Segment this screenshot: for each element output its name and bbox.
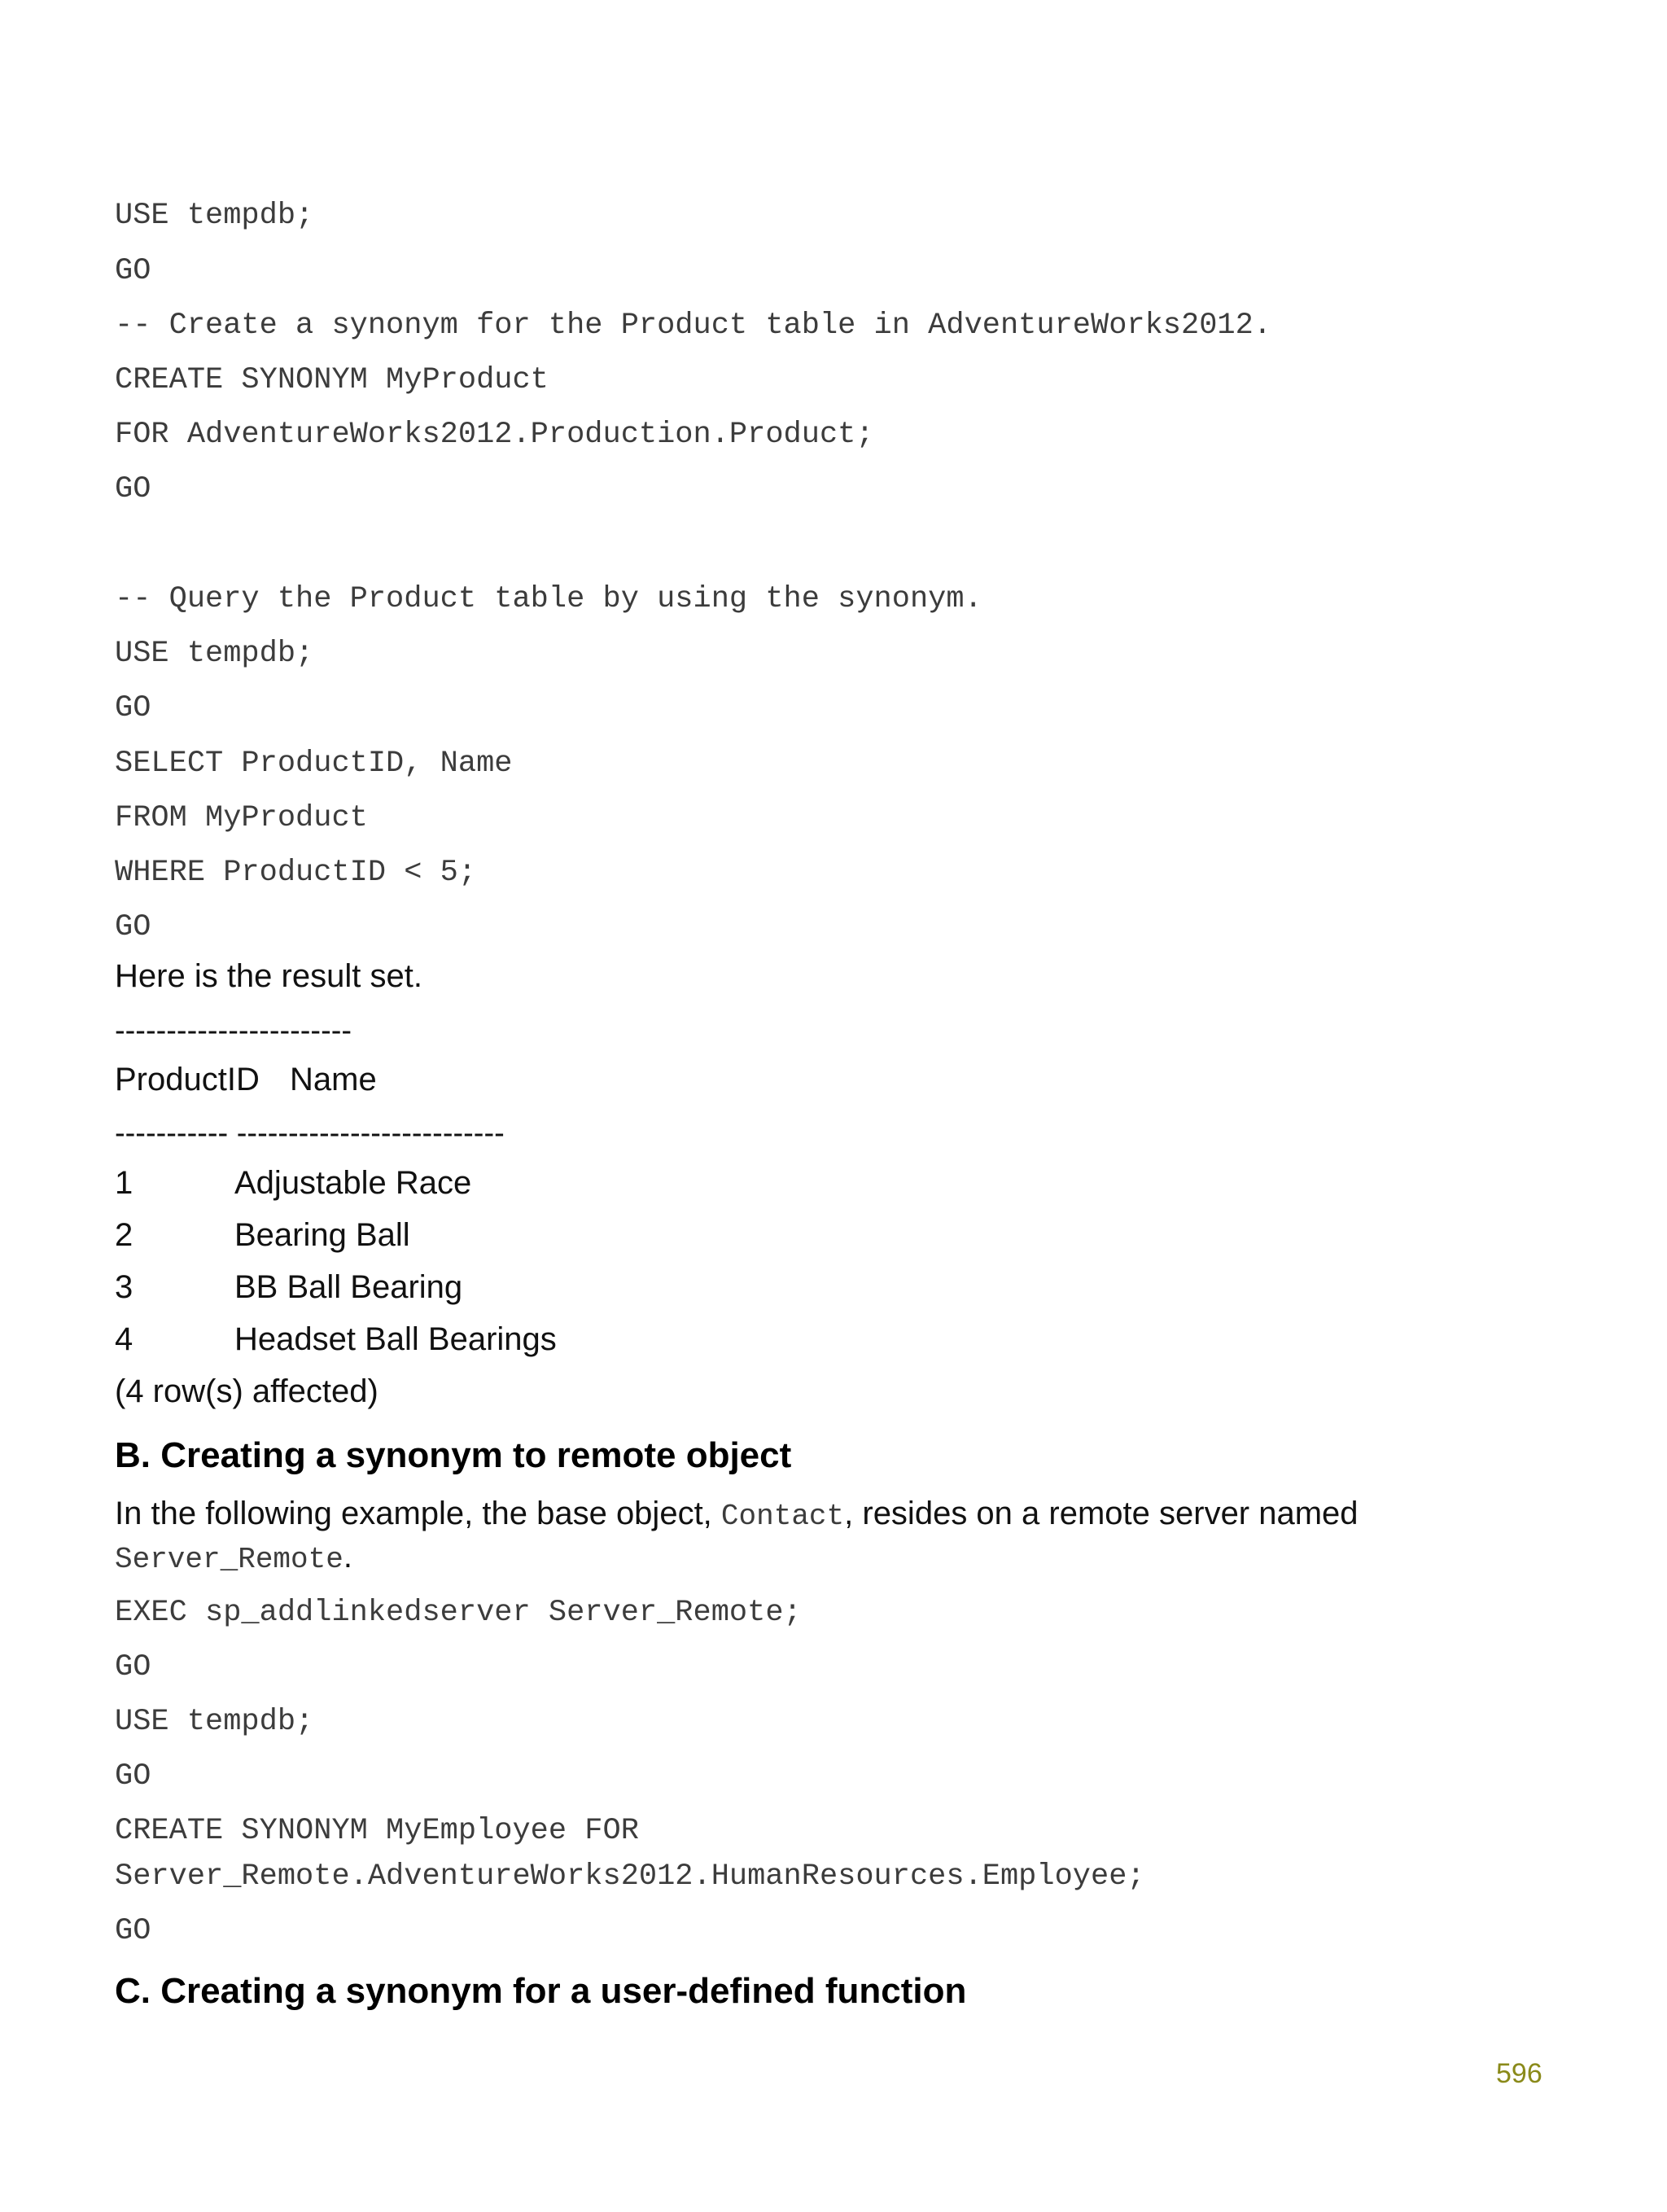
code-line: -- Create a synonym for the Product table in AdventureWorks2012.	[115, 309, 1272, 343]
code-line: CREATE SYNONYM MyEmployee FOR	[115, 1814, 639, 1848]
result-row-id: 2	[115, 1217, 133, 1253]
section-b-heading: B. Creating a synonym to remote object	[115, 1435, 792, 1475]
code-line: FROM MyProduct	[115, 801, 368, 835]
code-line: GO	[115, 910, 151, 944]
code-line: GO	[115, 691, 151, 725]
result-header-id: ProductID	[115, 1062, 260, 1097]
result-row-name: Headset Ball Bearings	[234, 1321, 557, 1357]
paragraph-text: In the following example, the base object,	[115, 1496, 721, 1531]
result-row-name: BB Ball Bearing	[234, 1269, 463, 1305]
result-intro: Here is the result set.	[115, 958, 422, 994]
code-line: GO	[115, 1759, 151, 1794]
page-number: 596	[1496, 2058, 1542, 2089]
result-row-id: 3	[115, 1269, 133, 1305]
result-row-name: Adjustable Race	[234, 1165, 472, 1201]
result-rule-cols: ----------- --------------------------	[115, 1116, 505, 1150]
result-row-name: Bearing Ball	[234, 1217, 410, 1253]
code-line: -- Query the Product table by using the synonym.	[115, 582, 982, 616]
result-row-id: 4	[115, 1321, 133, 1357]
code-line: USE tempdb;	[115, 637, 314, 671]
code-line: GO	[115, 1650, 151, 1684]
inline-code: Contact	[720, 1500, 845, 1533]
result-rule-top: -----------------------	[115, 1014, 352, 1048]
section-b-paragraph-cont	[115, 1537, 352, 1579]
section-c-heading: C. Creating a synonym for a user-defined function	[115, 1971, 967, 2011]
code-line: EXEC sp_addlinkedserver Server_Remote;	[115, 1596, 802, 1630]
code-line: Server_Remote.AdventureWorks2012.HumanResources.Employee;	[115, 1859, 1145, 1894]
code-line: CREATE SYNONYM MyProduct	[115, 363, 549, 397]
code-line: SELECT ProductID, Name	[115, 747, 513, 781]
code-line: USE tempdb;	[115, 1705, 314, 1739]
section-b-paragraph	[115, 1494, 1359, 1536]
code-line: GO	[115, 472, 151, 506]
inline-code: Server_Remote	[115, 1543, 343, 1576]
result-header-name: Name	[290, 1062, 377, 1097]
paragraph-text: .	[343, 1539, 352, 1575]
code-line: FOR AdventureWorks2012.Production.Product;	[115, 418, 874, 452]
paragraph-text: , resides on a remote server named	[844, 1496, 1359, 1531]
result-row-id: 1	[115, 1165, 133, 1201]
code-line: GO	[115, 254, 151, 288]
result-footer: (4 row(s) affected)	[115, 1373, 378, 1409]
code-line: WHERE ProductID < 5;	[115, 856, 477, 890]
code-line: USE tempdb;	[115, 199, 314, 233]
code-line: GO	[115, 1914, 151, 1948]
